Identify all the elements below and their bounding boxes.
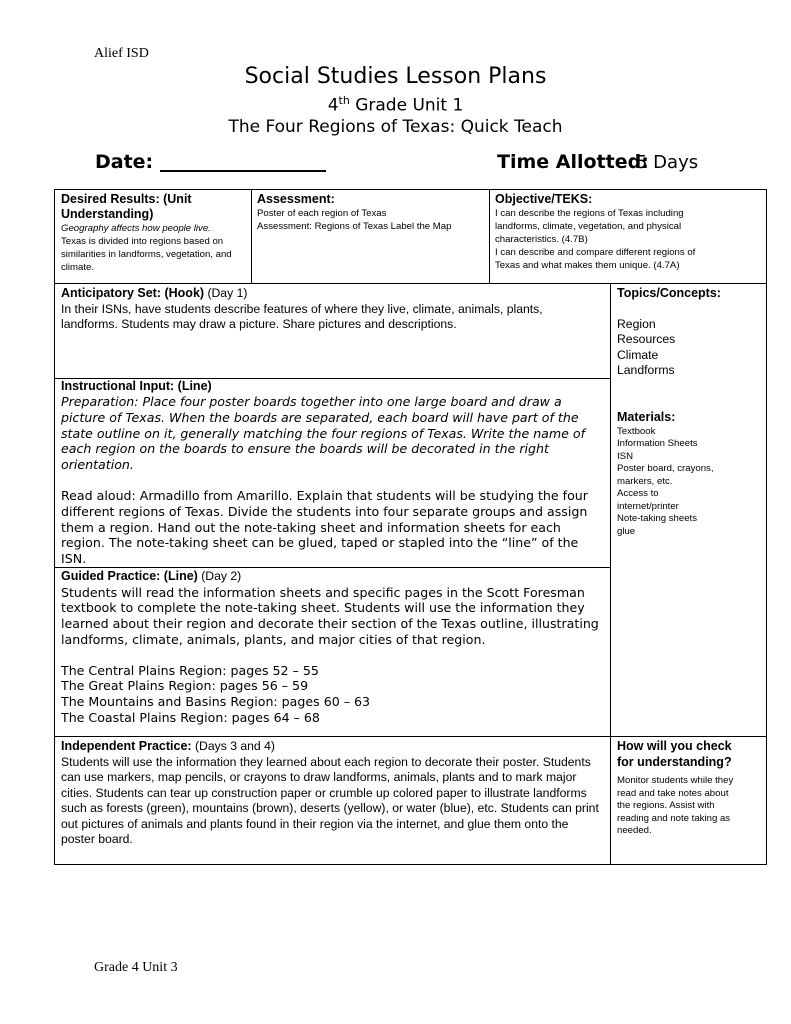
page-footer: Grade 4 Unit 3: [94, 960, 178, 975]
guided-heading: Guided Practice: (Line): [61, 569, 198, 583]
check-understanding-cell: [617, 739, 735, 838]
table-col-divider-2: [489, 189, 490, 284]
objective-line-2: I can describe and compare different regions of Texas and what makes them unique. (4.7A): [495, 247, 696, 271]
assessment-heading: Assessment:: [257, 192, 335, 206]
materials-cell: [617, 410, 723, 538]
independent-practice-cell: [61, 739, 601, 848]
topic-item: Region: [617, 316, 656, 331]
guided-region-2: The Great Plains Region: pages 56 – 59: [61, 678, 309, 694]
table-border-right: [766, 189, 767, 865]
material-item: Access to internet/printer: [617, 488, 679, 512]
objective-cell: [495, 192, 717, 272]
independent-text: Students will use the information they learned about each region to decorate their poster. Students can use markers, map pencils, or crayons to draw landforms, animals, plants and to mark major cities. Students can tear up construction paper or crumble up colored paper to illustrate landforms such as forests (green), mountains (brown), deserts (yellow), or water (blue), etc. Students can print out pictures of animals and plants found in their region via the internet, and glue them onto the poster board.: [61, 754, 599, 846]
grade-line: [0, 94, 791, 116]
table-divider-3: [54, 567, 610, 568]
guided-day: (Day 2): [197, 569, 242, 583]
page-title: Social Studies Lesson Plans: [244, 64, 547, 89]
objective-heading: Objective/TEKS:: [495, 192, 593, 206]
material-item: Note-taking sheets: [617, 513, 697, 524]
desired-results-text: Texas is divided into regions based on similarities in landforms, vegetation, and climate.: [61, 236, 232, 273]
objective-line-1: I can describe the regions of Texas including landforms, climate, vegetation, and physical characteristics. (4.7B): [495, 208, 684, 245]
guided-region-3: The Mountains and Basins Region: pages 60 – 63: [61, 694, 371, 710]
instructional-input-cell: [61, 379, 606, 567]
anticipatory-heading: Anticipatory Set: (Hook): [61, 286, 205, 300]
topics-heading: Topics/Concepts:: [617, 286, 721, 300]
time-allotted-label: Time Allotted:: [497, 151, 649, 173]
table-col-divider-1: [251, 189, 252, 284]
desired-results-heading: Desired Results: (Unit Understanding): [61, 192, 192, 221]
topic-item: Resources: [617, 332, 676, 346]
material-item: glue: [617, 525, 636, 537]
table-border-bottom: [54, 864, 766, 865]
topics-cell: [617, 286, 762, 379]
instructional-heading: Instructional Input: (Line): [61, 379, 212, 393]
independent-day: (Days 3 and 4): [191, 739, 275, 753]
assessment-line-2: Assessment: Regions of Texas Label the Map: [257, 221, 452, 232]
header-org: Alief ISD: [94, 46, 149, 61]
desired-results-italic: Geography affects how people live.: [61, 223, 211, 234]
topic-item: Climate: [617, 347, 659, 362]
instructional-read-aloud: Read aloud: Armadillo from Amarillo. Explain that students will be studying the four different regions of Texas. Divide the students into four separate groups and assign them a region. Hand out the note-taking sheet and information sheets for each region. The note-taking sheet can be glued, taped or stapled into the “line” of the ISN.: [61, 487, 588, 567]
material-item: ISN: [617, 450, 633, 462]
guided-text: Students will read the information sheets and specific pages in the Scott Foresman textbook to complete the note-taking sheet. Students will use the information they learned about their region and decorate their section of the Texas outline, illustrating landforms, climate, animals, plants, and major cities of that region.: [61, 584, 599, 647]
table-border-top: [54, 189, 766, 190]
grade-number: 4: [327, 95, 339, 116]
desired-results-cell: [61, 192, 247, 274]
anticipatory-text: In their ISNs, have students describe features of where they live, climate, animals, plants, landforms. Students may draw a picture. Share pictures and descriptions.: [61, 301, 543, 331]
table-sidebar-divider: [610, 283, 611, 864]
table-border-left: [54, 189, 55, 865]
grade-rest: Grade Unit 1: [349, 95, 464, 116]
date-label: Date:: [95, 151, 154, 173]
check-heading: How will you check for understanding?: [617, 739, 732, 769]
instructional-preparation: Preparation: Place four poster boards together into one large board and draw a picture of Texas. When the boards are separated, each board will have part of the state outline on it, generally matching the four regions of Texas. Write the name of each region on the boards to ensure the boards will be decorated in the right orientation.: [61, 394, 586, 473]
independent-heading: Independent Practice:: [61, 739, 192, 753]
material-item: Textbook: [617, 425, 656, 437]
material-item: Information Sheets: [617, 438, 698, 449]
table-divider-1: [54, 283, 766, 284]
check-text: Monitor students while they read and take notes about the regions. Assist with reading and note taking as needed.: [617, 775, 734, 836]
material-item: Poster board, crayons, markers, etc.: [617, 463, 714, 487]
assessment-cell: [257, 192, 485, 233]
time-allotted-value: 5 Days: [636, 152, 699, 173]
materials-heading: Materials:: [617, 410, 676, 424]
grade-suffix: th: [338, 94, 350, 107]
guided-practice-cell: [61, 569, 606, 726]
guided-region-4: The Coastal Plains Region: pages 64 – 68: [61, 710, 320, 726]
anticipatory-set-cell: [61, 286, 591, 333]
assessment-line-1: Poster of each region of Texas: [257, 208, 387, 219]
topic-item: Landforms: [617, 363, 675, 377]
lesson-subtitle: The Four Regions of Texas: Quick Teach: [228, 117, 563, 137]
anticipatory-day: (Day 1): [204, 286, 248, 300]
table-divider-4: [54, 736, 766, 737]
date-blank-line: [160, 170, 326, 172]
guided-region-1: The Central Plains Region: pages 52 – 55: [61, 662, 319, 678]
